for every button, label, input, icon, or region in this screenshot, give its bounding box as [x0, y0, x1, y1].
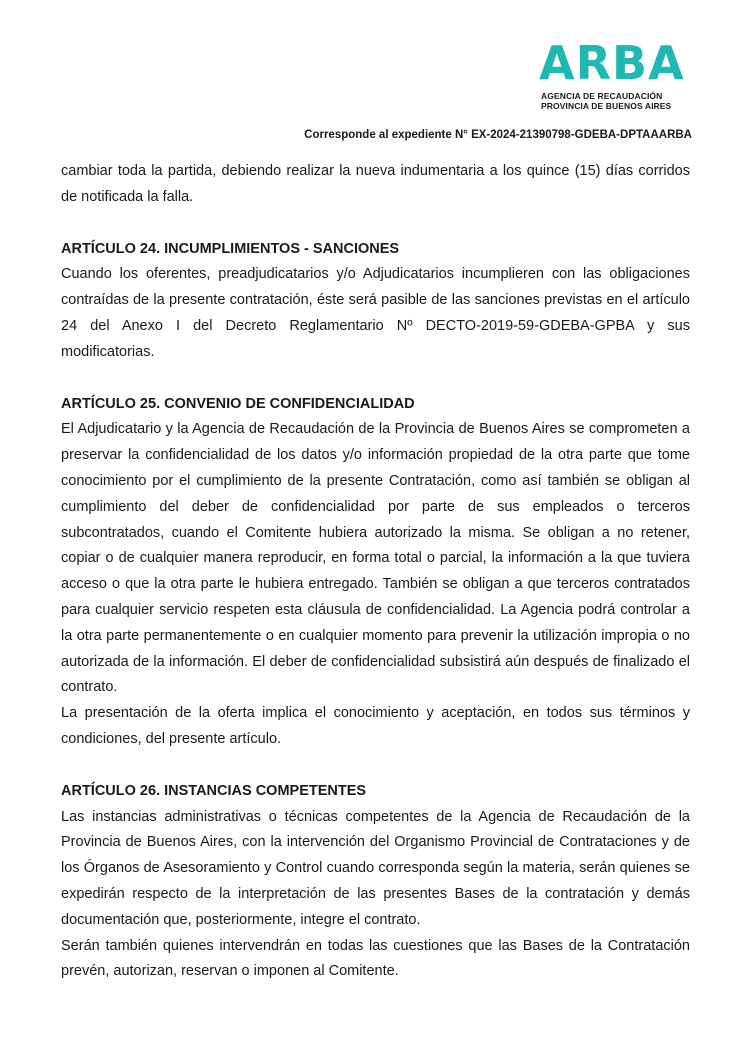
article-25-paragraph-2: La presentación de la oferta implica el conocimiento y aceptación, en todos sus términos y condiciones, del presente artículo.	[61, 705, 690, 747]
article-26-paragraph-2: Serán también quienes intervendrán en todas las cuestiones que las Bases de la Contratación prevén, autorizan, reservan o imponen al Comitente.	[61, 937, 690, 980]
section-gap	[61, 211, 690, 237]
section-gap	[61, 753, 690, 779]
section-gap	[61, 366, 690, 392]
arba-logo	[539, 36, 691, 111]
article-24	[61, 237, 690, 366]
article-26	[61, 779, 690, 985]
intro-paragraph: cambiar toda la partida, debiendo realizar la nueva indumentaria a los quince (15) días corridos de notificada la falla.	[61, 163, 690, 205]
logo-wordmark: ARBA	[539, 36, 685, 90]
logo-subtitle-line-2: PROVINCIA DE BUENOS AIRES	[541, 101, 672, 111]
article-25-title: ARTÍCULO 25. CONVENIO DE CONFIDENCIALIDAD	[61, 395, 415, 412]
expediente-reference: Corresponde al expediente N° EX-2024-21390798-GDEBA-DPTAAARBA	[304, 129, 692, 141]
article-25	[61, 392, 690, 753]
logo-subtitle	[541, 91, 691, 111]
article-26-paragraph-1: Las instancias administrativas o técnicas competentes de la Agencia de Recaudación de la Provincia de Buenos Aires, con la intervención del Organismo Provincial de Contrataciones y de los Órganos de Asesoramiento y Control cuando corresponda según la materia, serán quienes se expedirán respecto de la interpretación de las presentes Bases de la contratación y demás documentación que, posteriormente, integre el contrato.	[61, 808, 690, 928]
logo-subtitle-line-1: AGENCIA DE RECAUDACIÓN	[541, 91, 663, 101]
article-24-paragraph-1: Cuando los oferentes, preadjudicatarios y/o Adjudicatarios incumplieren con las obligaciones contraídas de la presente contratación, éste será pasible de las sanciones previstas en el artículo 24 del Anexo I del Decreto Reglamentario Nº DECTO-2019-59-GDEBA-GPBA y sus modificatorias.	[61, 266, 690, 360]
article-24-title: ARTÍCULO 24. INCUMPLIMIENTOS - SANCIONES	[61, 240, 400, 257]
article-25-paragraph-1: El Adjudicatario y la Agencia de Recaudación de la Provincia de Buenos Aires se comprometen a preservar la confidencialidad de los datos y/o información propiedad de la otra parte que tome conocimiento por el cumplimiento de la presente Contratación, como así también se obligan al cumplimiento del deber de confidencialidad por parte de sus empleados o terceros subcontratados, cuando el Comitente hubiera autorizado la misma. Se obligan a no retener, copiar o de cualquier manera reproducir, en forma total o parcial, la información a la que tuviera acceso o que la otra parte le hubiera entregado. También se obligan a que terceros contratados para cualquier servicio respeten esta cláusula de confidencialidad. La Agencia podrá controlar a la otra parte permanentemente o en cualquier momento para prevenir la utilización impropia o no autorizada de la información. El deber de confidencialidad subsistirá aún después de finalizado el contrato.	[61, 421, 690, 696]
article-26-title: ARTÍCULO 26. INSTANCIAS COMPETENTES	[61, 782, 367, 799]
document-body	[61, 159, 690, 985]
